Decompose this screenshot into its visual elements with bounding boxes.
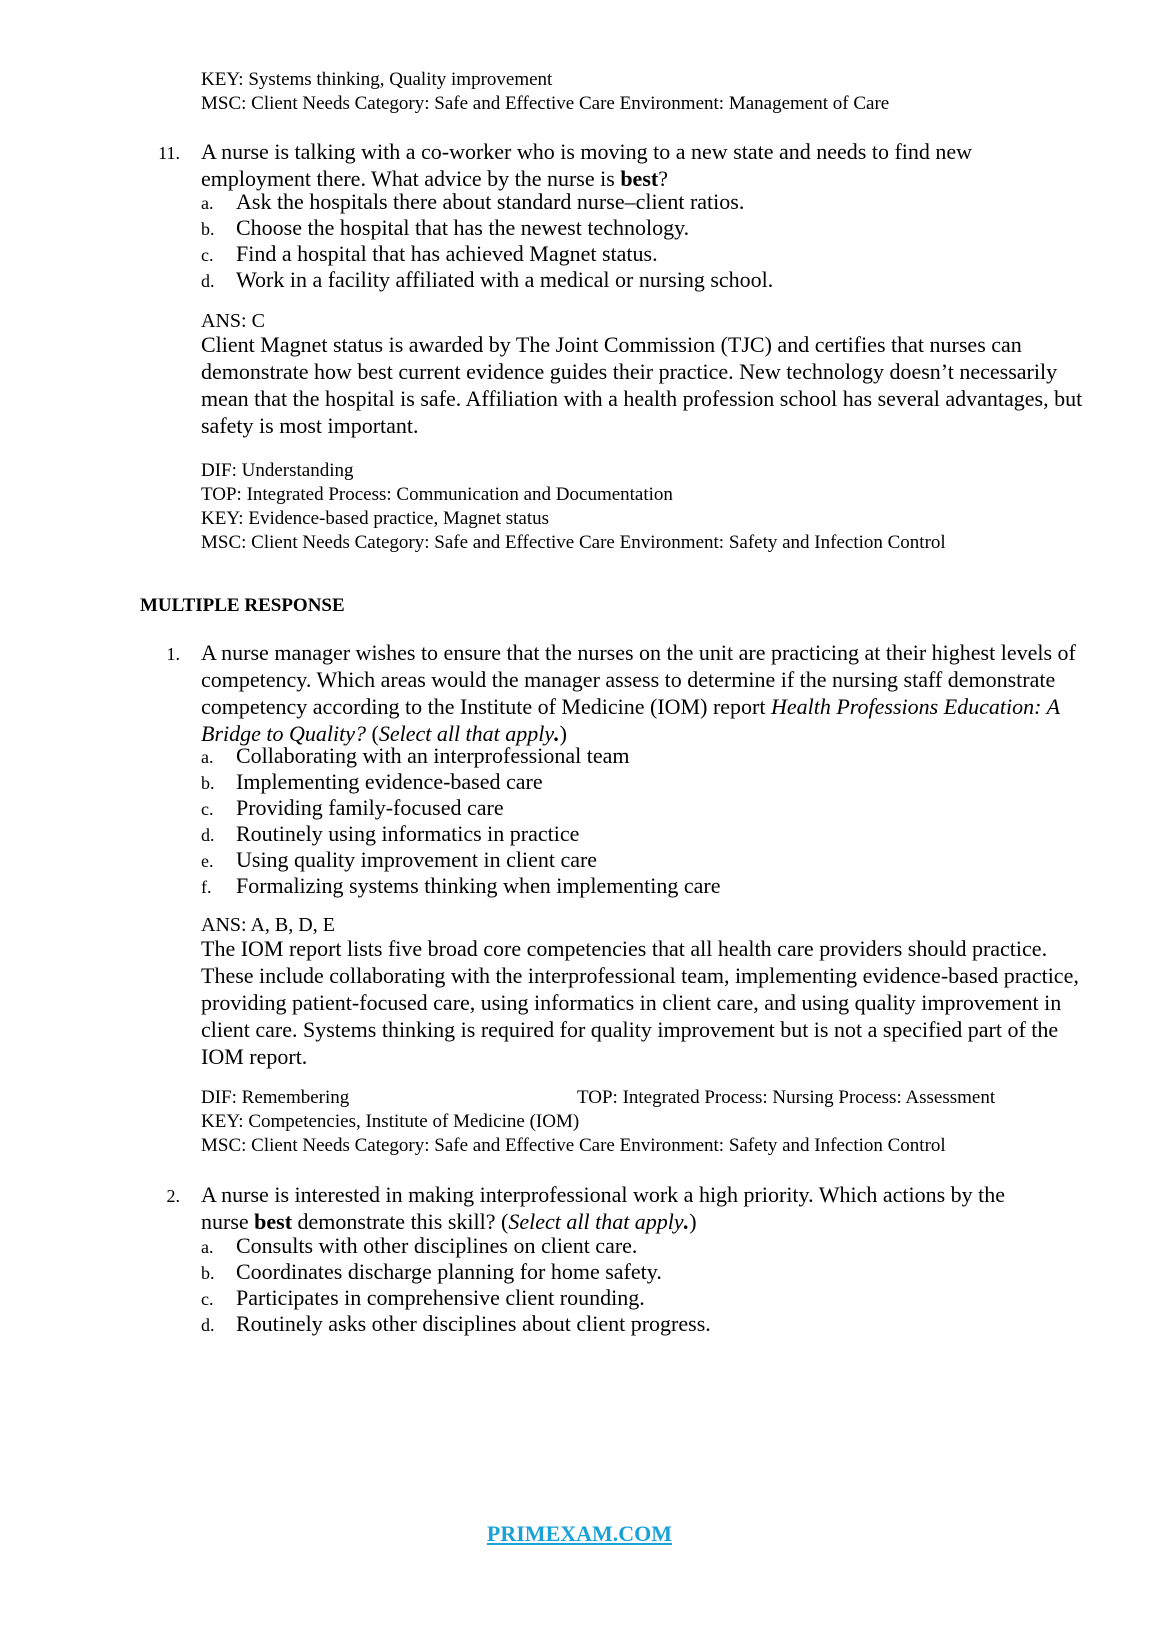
mr-question-1-option-d: [201, 820, 579, 849]
question-11-dif: DIF: Understanding: [201, 460, 354, 481]
prev-key: KEY: Systems thinking, Quality improvement: [201, 69, 553, 90]
question-11-top: TOP: Integrated Process: Communication and Documentation: [201, 484, 673, 505]
option-text: Coordinates discharge planning for home safety.: [236, 1259, 662, 1284]
question-11-option-c: [201, 240, 658, 269]
section-title: MULTIPLE RESPONSE: [140, 595, 345, 616]
stem-text: ): [559, 721, 567, 746]
mr-question-2-number: 2.: [166, 1186, 180, 1206]
mr-question-1-dif: DIF: Remembering: [201, 1087, 350, 1108]
stem-text: employment there. What advice by the nurse is: [201, 166, 621, 191]
mr-question-2-stem-line1: A nurse is interested in making interprofessional work a high priority. Which actions by the: [201, 1182, 1006, 1207]
option-letter: c.: [201, 1289, 214, 1309]
option-text: Routinely asks other disciplines about client progress.: [236, 1311, 711, 1336]
mr-question-1-msc: MSC: Client Needs Category: Safe and Effective Care Environment: Safety and Infection Control: [201, 1135, 946, 1156]
mr-question-2-option-d: [201, 1310, 711, 1339]
mr-question-2-option-b: [201, 1258, 662, 1287]
question-11-stem-line1: A nurse is talking with a co-worker who is moving to a new state and needs to find new: [201, 139, 973, 164]
mr-question-1-stem: [201, 639, 1081, 747]
option-letter: a.: [201, 1237, 214, 1257]
mr-question-1-number: 1.: [166, 644, 180, 664]
option-letter: c.: [201, 245, 214, 265]
option-letter: f.: [201, 877, 212, 897]
mr-question-1-answer: ANS: A, B, D, E: [201, 914, 335, 936]
option-letter: e.: [201, 851, 214, 871]
mr-question-1-option-b: [201, 768, 543, 797]
question-11-rationale: Client Magnet status is awarded by The Joint Commission (TJC) and certifies that nurses can demonstrate how best current evidence guides their practice. New technology doesn’t necessarily mean that the hospital is safe. Affiliation with a health profession school has several advantages, but safety is most important.: [201, 332, 1083, 438]
mr-question-2-option-a: [201, 1232, 637, 1261]
mr-question-1-rationale: The IOM report lists five broad core competencies that all health care providers should practice. These include collaborating with the interprofessional team, implementing evidence-based practice, providing patient-focused care, using informatics in client care, and using quality improvement in client care. Systems thinking is required for quality improvement but is not a specified part of the IOM report.: [201, 936, 1079, 1069]
option-text: Participates in comprehensive client rounding.: [236, 1285, 645, 1310]
option-text: Providing family-focused care: [236, 795, 504, 820]
option-letter: d.: [201, 271, 215, 291]
mr-question-2-option-c: [201, 1284, 645, 1313]
prev-msc: MSC: Client Needs Category: Safe and Effective Care Environment: Management of Care: [201, 93, 890, 114]
mr-question-1-key: KEY: Competencies, Institute of Medicine (IOM): [201, 1111, 580, 1132]
stem-report-title: Health Professions Education: A Bridge to Quality?: [201, 694, 1060, 746]
option-text: Work in a facility affiliated with a medical or nursing school.: [236, 267, 774, 292]
question-11-answer: ANS: C: [201, 310, 265, 332]
stem-text: ?: [658, 166, 668, 191]
option-text: Formalizing systems thinking when implementing care: [236, 873, 721, 898]
stem-select-all: Select all that apply: [508, 1209, 684, 1234]
primexam-link[interactable]: PRIMEXAM.COM: [486, 1521, 673, 1546]
option-text: Routinely using informatics in practice: [236, 821, 580, 846]
question-11-stem: [201, 138, 1101, 192]
option-letter: b.: [201, 219, 215, 239]
stem-text: nurse: [201, 1209, 255, 1234]
question-11-number: 11.: [158, 143, 180, 163]
mr-question-1-option-c: [201, 794, 504, 823]
question-11-option-d: [201, 266, 773, 295]
stem-text: demonstrate this skill? (: [292, 1209, 509, 1234]
option-text: Collaborating with an interprofessional team: [236, 743, 630, 768]
option-letter: b.: [201, 1263, 215, 1283]
mr-question-1-option-f: [201, 872, 721, 901]
option-letter: a.: [201, 193, 214, 213]
question-11-msc: MSC: Client Needs Category: Safe and Effective Care Environment: Safety and Infection Control: [201, 532, 946, 553]
option-text: Implementing evidence-based care: [236, 769, 543, 794]
option-text: Choose the hospital that has the newest technology.: [236, 215, 690, 240]
mr-question-1-top: TOP: Integrated Process: Nursing Process: Assessment: [577, 1087, 996, 1108]
option-text: Consults with other disciplines on client care.: [236, 1233, 638, 1258]
mr-question-2-stem-line2: [201, 1208, 1101, 1235]
stem-text: (: [365, 721, 379, 746]
stem-text: ): [689, 1209, 697, 1234]
option-letter: b.: [201, 773, 215, 793]
mr-question-1-option-a: [201, 742, 629, 771]
stem-emphasis: best: [620, 166, 659, 191]
stem-emphasis: best: [254, 1209, 293, 1234]
mr-question-2-stem: [201, 1181, 1101, 1235]
stem-dot: .: [554, 721, 560, 746]
question-11-option-b: [201, 214, 689, 243]
option-letter: a.: [201, 747, 214, 767]
question-11-option-a: [201, 188, 744, 217]
stem-dot: .: [683, 1209, 690, 1234]
option-text: Ask the hospitals there about standard nurse–client ratios.: [236, 189, 745, 214]
option-text: Using quality improvement in client care: [236, 847, 598, 872]
stem-select-all: Select all that apply: [378, 721, 555, 746]
option-letter: d.: [201, 825, 215, 845]
option-letter: c.: [201, 799, 214, 819]
option-text: Find a hospital that has achieved Magnet status.: [236, 241, 658, 266]
question-11-key: KEY: Evidence-based practice, Magnet status: [201, 508, 550, 529]
stem-text: A nurse manager wishes to ensure that the nurses on the unit are practicing at their highest levels of competency. Which areas would the manager assess to determine if the nursing staff demonstrate competency according to the Institute of Medicine (IOM) report: [201, 640, 1076, 719]
mr-question-1-option-e: [201, 846, 597, 875]
option-letter: d.: [201, 1315, 215, 1335]
